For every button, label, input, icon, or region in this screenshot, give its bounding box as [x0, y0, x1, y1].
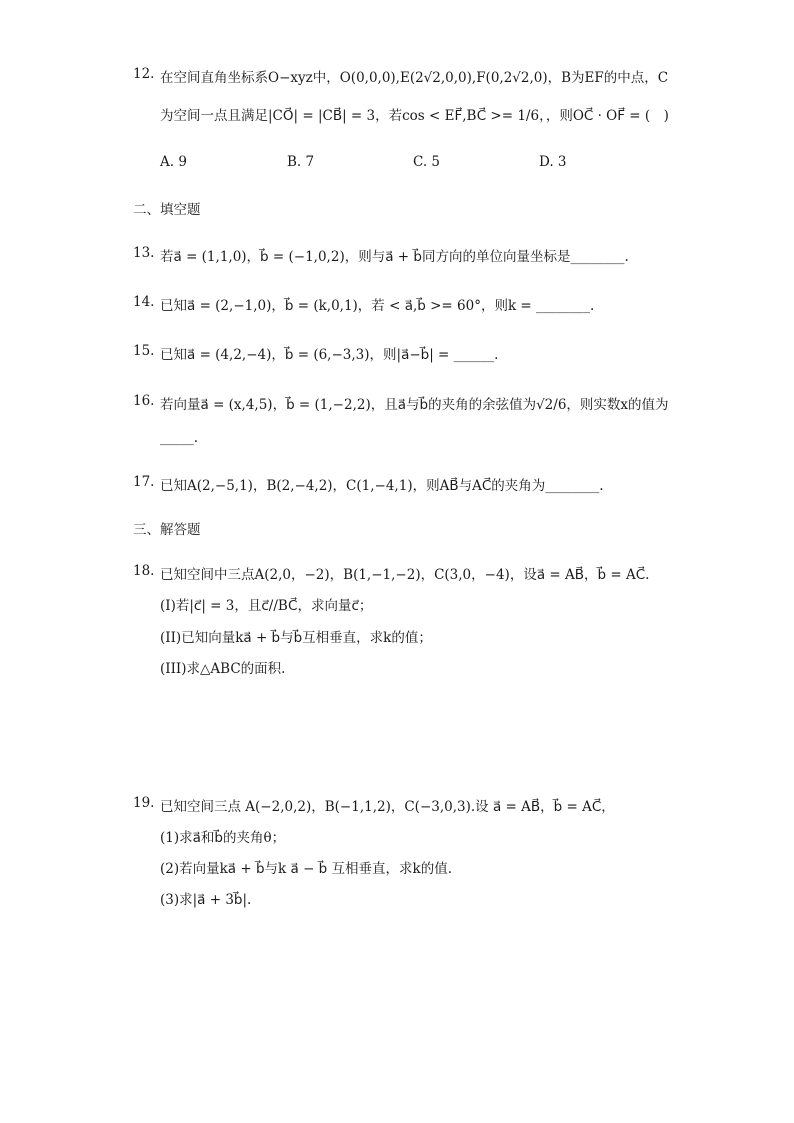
question-12-option-a: A. 9: [160, 154, 187, 170]
question-14-text: 已知a⃗ = (2,−1,0)，b⃗ = (k,0,1)，若 < a⃗,b⃗ >= 60°，则k = ________.: [160, 298, 595, 314]
question-17-number: 17.: [133, 474, 155, 490]
question-16-number: 16.: [133, 393, 155, 409]
question-15-text: 已知a⃗ = (4,2,−4)，b⃗ = (6,−3,3)，则|a⃗−b⃗| = ______.: [160, 347, 499, 363]
question-19-number: 19.: [133, 795, 155, 811]
question-18-line-1: 已知空间中三点A(2,0，−2)，B(1,−1,−2)，C(3,0，−4)，设a⃗ = AB⃗，b⃗ = AC⃗.: [160, 567, 650, 583]
question-18-part-2: (II)已知向量ka⃗ + b⃗与b⃗互相垂直，求k的值；: [160, 630, 432, 646]
question-16-line-2: _____.: [160, 430, 199, 446]
question-14-number: 14.: [133, 294, 155, 310]
question-13-text: 若a⃗ = (1,1,0)，b⃗ = (−1,0,2)，则与a⃗ + b⃗同方向的单位向量坐标是________.: [160, 249, 629, 265]
section-fill-in-blank-heading: 二、填空题: [133, 202, 201, 218]
question-19-line-1: 已知空间三点 A(−2,0,2)，B(−1,1,2)，C(−3,0,3).设 a⃗ = AB⃗，b⃗ = AC⃗，: [160, 799, 615, 815]
question-18-part-3: (III)求△ABC的面积.: [160, 661, 286, 677]
question-12-number: 12.: [133, 66, 155, 82]
question-18-part-1: (I)若|c⃗| = 3，且c⃗//BC⃗，求向量c⃗；: [160, 598, 373, 614]
question-17-text: 已知A(2,−5,1)，B(2,−4,2)，C(1,−4,1)，则AB⃗与AC⃗的夹角为________.: [160, 478, 604, 494]
section-answer-heading: 三、解答题: [133, 522, 201, 538]
question-19-part-1: (1)求a⃗和b⃗的夹角θ；: [160, 830, 286, 846]
question-12-line-1: 在空间直角坐标系O−xyz中，O(0,0,0),E(2√2,0,0),F(0,2√2,0)，B为EF的中点，C: [160, 70, 669, 86]
question-16-line-1: 若向量a⃗ = (x,4,5)，b⃗ = (1,−2,2)，且a⃗与b⃗的夹角的余弦值为√2/6，则实数x的值为: [160, 397, 669, 413]
question-15-number: 15.: [133, 343, 155, 359]
question-12-option-b: B. 7: [287, 154, 315, 170]
question-19-part-2: (2)若向量ka⃗ + b⃗与k a⃗ − b⃗ 互相垂直，求k的值.: [160, 861, 453, 877]
question-19-part-3: (3)求|a⃗ + 3b⃗|.: [160, 892, 252, 908]
question-12-line-2: 为空间一点且满足|CO⃗| = |CB⃗| = 3，若cos < EF⃗,BC⃗ >= 1/6，，则OC⃗ · OF⃗ = ( ): [160, 108, 669, 124]
question-18-number: 18.: [133, 563, 155, 579]
question-12-option-c: C. 5: [413, 154, 441, 170]
question-13-number: 13.: [133, 245, 155, 261]
question-12-option-d: D. 3: [539, 154, 567, 170]
